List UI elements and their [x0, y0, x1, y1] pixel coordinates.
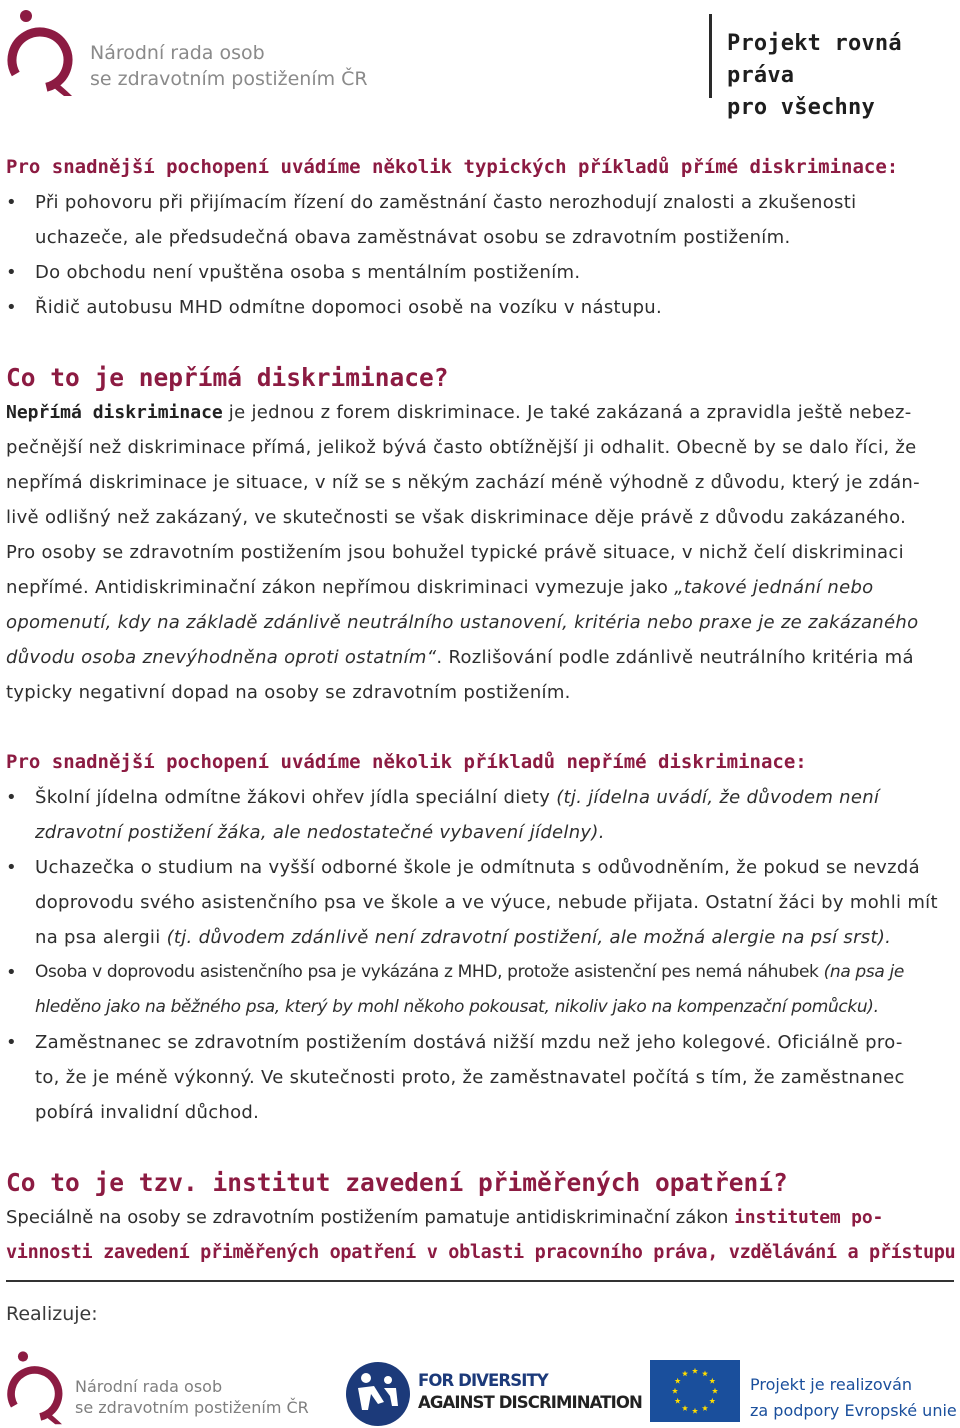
- text: Speciálně na osoby se zdravotním postižením pamatuje antidiskriminační zákon: [6, 1207, 735, 1228]
- org-name-line1: Národní rada osob: [90, 42, 265, 64]
- note-text: (tj. jídelna uvádí, že důvodem není: [556, 787, 880, 808]
- list-item-cont: [6, 990, 954, 1025]
- list-item-cont: [6, 1095, 954, 1130]
- list-item-cont: [6, 920, 954, 955]
- text: Řidič autobusu MHD odmítne dopomoci osobě na vozíku v nástupu.: [35, 297, 663, 318]
- bullet-icon: •: [6, 297, 17, 318]
- paragraph-line: [6, 395, 954, 430]
- list-item: [6, 850, 954, 885]
- project-title: [727, 28, 960, 124]
- document-body: [6, 150, 954, 1270]
- bullet-icon: •: [6, 262, 17, 283]
- bullet-icon: •: [6, 192, 17, 213]
- text: livě odlišný než zakázaný, ve skutečnosti se však diskriminace děje právě z důvodu zakázaného.: [6, 507, 907, 528]
- reasonable-accommodation-title: Co to je tzv. institut zavedení přiměřených opatření?: [6, 1168, 788, 1197]
- bullet-icon: •: [6, 1032, 17, 1053]
- list-item: [6, 955, 954, 990]
- fdad-line1: FOR DIVERSITY: [418, 1371, 548, 1390]
- footer-org-line1: Národní rada osob: [75, 1377, 223, 1396]
- direct-discrimination-heading: Pro snadnější pochopení uvádíme několik typických příkladů přímé diskriminace:: [6, 156, 899, 178]
- paragraph-line: [6, 1235, 954, 1270]
- list-item-cont: [6, 1060, 954, 1095]
- fdad-line2: AGAINST DISCRIMINATION: [418, 1393, 642, 1412]
- highlight-text: institutem po-: [734, 1207, 884, 1228]
- list-item-cont: [6, 220, 954, 255]
- nrzp-logo-icon: [4, 1348, 64, 1426]
- text: na psa alergii: [35, 927, 167, 948]
- text: typicky negativní dopad na osoby se zdravotním postižením.: [6, 682, 571, 703]
- paragraph-line: [6, 465, 954, 500]
- text: Do obchodu není vpuštěna osoba s mentálním postižením.: [35, 262, 581, 283]
- org-name-line2: se zdravotním postižením ČR: [90, 68, 368, 90]
- paragraph-line: [6, 500, 954, 535]
- paragraph-line: [6, 605, 954, 640]
- paragraph-line: [6, 535, 954, 570]
- list-item: [6, 255, 954, 290]
- bullet-icon: •: [6, 857, 17, 878]
- paragraph-line: [6, 570, 954, 605]
- org-name: [90, 40, 368, 92]
- term-bold: Nepřímá diskriminace: [6, 402, 223, 423]
- text: Uchazečka o studium na vyšší odborné škole je odmítnuta s odůvodněním, že pokud se nevzdá: [35, 857, 920, 878]
- eu-flag-icon: [650, 1360, 740, 1422]
- quote-text: důvodu osoba znevýhodněna oproti ostatním“: [6, 647, 437, 668]
- fdad-logo-icon: [340, 1358, 412, 1428]
- text: Pro osoby se zdravotním postižením jsou bohužel typické právě situace, v nichž čelí diskriminaci: [6, 542, 904, 563]
- text: doprovodu svého asistenčního psa ve škole a ve výuce, nebude přijata. Ostatní žáci by mohli mít: [35, 892, 938, 913]
- realizuje-label: Realizuje:: [6, 1303, 98, 1325]
- paragraph-line: [6, 430, 954, 465]
- quote-text: „takové jednání nebo: [674, 577, 874, 598]
- bullet-icon: •: [6, 787, 17, 808]
- footer-org-name: [75, 1376, 309, 1418]
- paragraph-line: [6, 640, 954, 675]
- note-text: (na psa je: [823, 962, 904, 982]
- paragraph-line: [6, 1200, 954, 1235]
- page-header: [0, 0, 960, 120]
- project-title-line1: Projekt rovná práva: [727, 31, 902, 88]
- note-text: (tj. důvodem zdánlivě není zdravotní postižení, ale možná alergie na psí srst).: [166, 927, 892, 948]
- text: Při pohovoru při přijímacím řízení do zaměstnání často nerozhodují znalosti a zkušenosti: [35, 192, 857, 213]
- text: pečnější než diskriminace přímá, jelikož bývá často obtížnější ji odhalit. Obecně by se dalo říci, že: [6, 437, 917, 458]
- indirect-examples-heading: Pro snadnější pochopení uvádíme několik příkladů nepřímé diskriminace:: [6, 751, 807, 773]
- note-text: zdravotní postižení žáka, ale nedostatečné vybavení jídelny).: [35, 822, 605, 843]
- footer-divider: [6, 1280, 954, 1282]
- list-item-cont: [6, 885, 954, 920]
- quote-text: opomenutí, kdy na základě zdánlivě neutrálního ustanovení, kritéria nebo praxe je ze zakázaného: [6, 612, 919, 633]
- paragraph-line: [6, 675, 954, 710]
- list-item: [6, 290, 954, 325]
- text: Zaměstnanec se zdravotním postižením dostává nižší mzdu než jeho kolegové. Oficiálně pro-: [35, 1032, 903, 1053]
- text: pobírá invalidní důchod.: [35, 1102, 260, 1123]
- eu-line2: za podpory Evropské unie: [750, 1401, 957, 1420]
- text: Školní jídelna odmítne žákovi ohřev jídla speciální diety: [35, 787, 557, 808]
- project-title-line2: pro všechny: [727, 95, 875, 120]
- header-divider: [709, 14, 712, 98]
- text: to, že je méně výkonný. Ve skutečnosti proto, že zaměstnavatel počítá s tím, že zaměstnanec: [35, 1067, 905, 1088]
- text: uchazeče, ale předsudečná obava zaměstnávat osobu se zdravotním postižením.: [35, 227, 791, 248]
- eu-line1: Projekt je realizován: [750, 1375, 913, 1394]
- list-item: [6, 185, 954, 220]
- indirect-discrimination-title: Co to je nepřímá diskriminace?: [6, 363, 449, 392]
- highlight-text: vinnosti zavedení přiměřených opatření v oblasti pracovního práva, vzdělávání a přístupu: [6, 1242, 956, 1263]
- footer-org-line2: se zdravotním postižením ČR: [75, 1398, 309, 1417]
- list-item: [6, 780, 954, 815]
- text: Osoba v doprovodu asistenčního psa je vykázána z MHD, protože asistenční pes nemá náhubek: [35, 962, 824, 982]
- list-item: [6, 1025, 954, 1060]
- eu-support-text: [750, 1372, 957, 1424]
- list-item-cont: [6, 815, 954, 850]
- text: je jednou z forem diskriminace. Je také zakázaná a zpravidla ještě nebez-: [222, 402, 912, 423]
- bullet-icon: •: [6, 962, 17, 983]
- text: nepřímá diskriminace je situace, v níž se s někým zachází méně výhodně z důvodu, který je zdán-: [6, 472, 920, 493]
- text: nepřímé. Antidiskriminační zákon nepřímou diskriminaci vymezuje jako: [6, 577, 675, 598]
- note-text: hleděno jako na běžného psa, který by mohl někoho pokousat, nikoliv jako na kompenzační pomůcku).: [35, 997, 879, 1017]
- text: . Rozlišování podle zdánlivě neutrálního kritéria má: [436, 647, 914, 668]
- nrzp-logo-icon: [4, 6, 74, 98]
- fdad-logo-text: [418, 1370, 642, 1414]
